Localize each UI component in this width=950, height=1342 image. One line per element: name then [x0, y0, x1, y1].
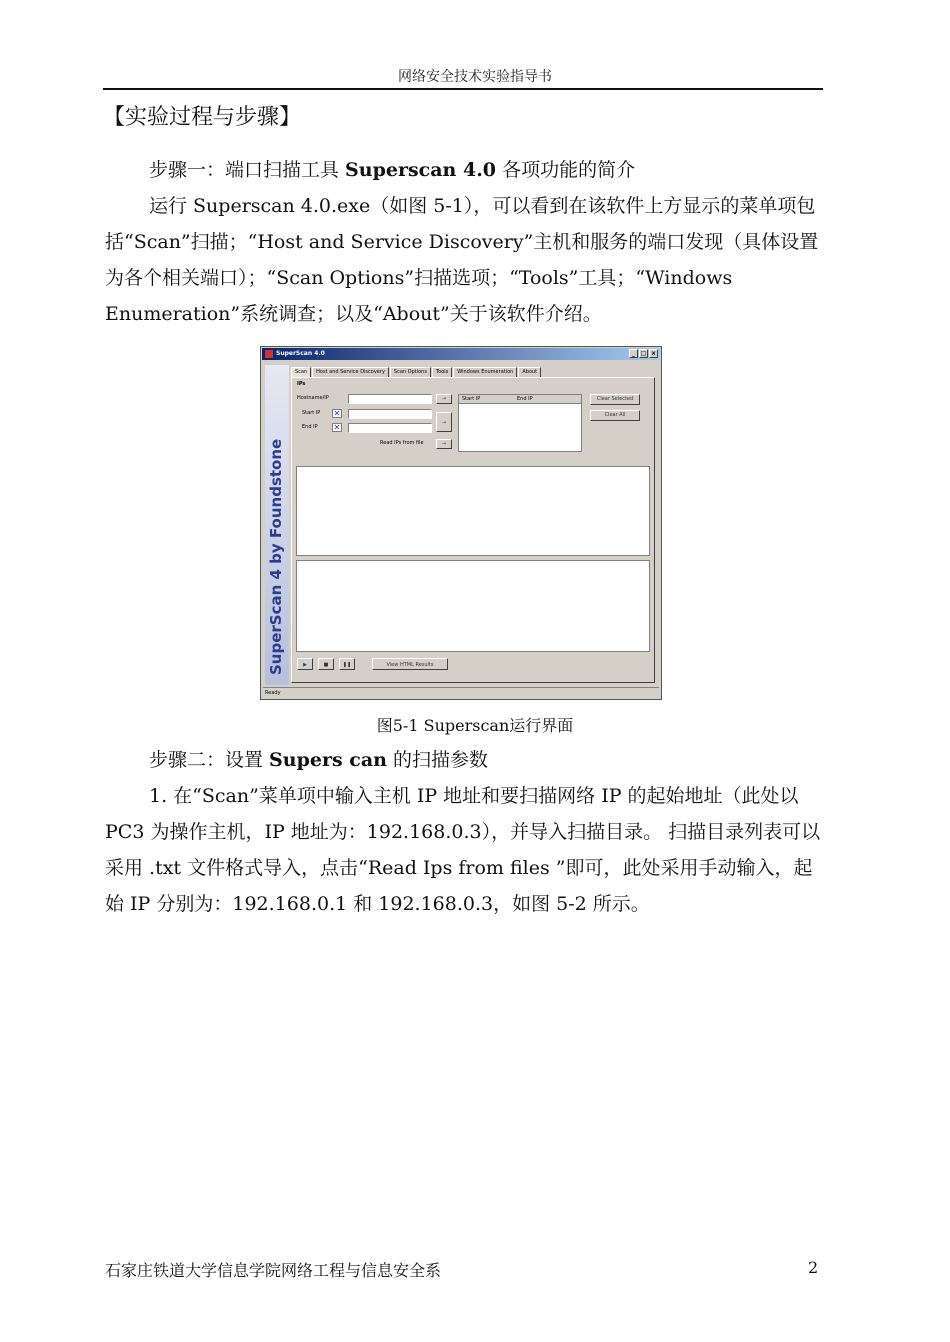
window-controls: [629, 349, 658, 358]
start-scan-button[interactable]: ▶: [297, 658, 313, 670]
window-titlebar: [262, 348, 660, 360]
paragraph-scan-settings: [105, 778, 823, 922]
tab-scan-options[interactable]: Scan Options: [390, 367, 431, 377]
end-ip-input[interactable]: [348, 423, 432, 433]
scan-log-pane[interactable]: [296, 560, 650, 652]
start-ip-input[interactable]: [348, 409, 432, 419]
hostname-label: Hostname/IP: [297, 395, 329, 401]
step-one-heading: [105, 152, 823, 188]
view-html-results-button[interactable]: View HTML Results: [372, 658, 448, 670]
paragraph-menu-text: 运行 Superscan 4.0.exe（如图 5-1），可以看到在该软件上方显示的菜单项包括“Scan”扫描；“Host and Service Discovery”主机和服务的端口发现（具体设置为各个相关端口）；“Scan Options”扫描选项；“Tools”工具；“Windows Enumeration”系统调查；以及“About”关于该软件介绍。: [105, 195, 819, 325]
clear-selected-button[interactable]: Clear Selected: [590, 394, 640, 405]
add-range-button[interactable]: →: [436, 412, 452, 432]
start-ip-label: Start IP: [302, 410, 321, 416]
stop-scan-button[interactable]: ■: [318, 658, 334, 670]
tab-tools[interactable]: Tools: [432, 367, 452, 377]
hostname-input[interactable]: [348, 394, 432, 404]
step-one-tool: Superscan 4.0: [345, 159, 497, 181]
col-start-ip: Start IP: [462, 396, 481, 402]
tab-about[interactable]: About: [518, 367, 541, 377]
step-one-prefix: 步骤一：端口扫描工具: [149, 159, 346, 181]
superscan-window-figure: [260, 346, 662, 700]
read-ips-button[interactable]: →: [436, 439, 452, 449]
paragraph-scan-text: 1. 在“Scan”菜单项中输入主机 IP 地址和要扫描网络 IP 的起始地址（此处以 PC3 为操作主机，IP 地址为：192.168.0.3），并导入扫描目录。 扫描目录列表可以采用 .txt 文件格式导入，点击“Read Ips from files ”即可，此处采用手动输入，起始 IP 分别为：192.168.0.1 和 192.168.0.3，如图 5-2 所示。: [105, 785, 821, 915]
tab-scan[interactable]: Scan: [291, 367, 311, 377]
scan-results-pane[interactable]: [296, 466, 650, 556]
ips-group-label: IPs: [297, 381, 306, 387]
tab-bar: [291, 367, 542, 377]
scan-tab-panel: [291, 377, 655, 683]
ip-range-list[interactable]: [458, 394, 582, 452]
tab-windows-enumeration[interactable]: Windows Enumeration: [453, 367, 517, 377]
col-end-ip: End IP: [517, 396, 533, 402]
close-button[interactable]: ×: [650, 350, 657, 357]
paragraph-menu-description: [105, 188, 823, 332]
footer-department: 石家庄铁道大学信息学院网络工程与信息安全系: [105, 1261, 442, 1280]
running-header: 网络安全技术实验指导书: [398, 69, 552, 85]
step-two-suffix: 的扫描参数: [386, 749, 489, 771]
header-rule: [103, 88, 823, 90]
tab-host-service-discovery[interactable]: Host and Service Discovery: [312, 367, 389, 377]
start-ip-clear-icon[interactable]: ✕: [333, 409, 341, 418]
step-two-heading: [105, 742, 823, 778]
ip-list-header: [459, 395, 581, 404]
figure-caption: 图5-1 Superscan运行界面: [376, 716, 574, 735]
foundstone-banner: [265, 365, 289, 685]
clear-all-button[interactable]: Clear All: [590, 410, 640, 421]
step-one-suffix: 各项功能的简介: [496, 159, 636, 181]
minimize-button[interactable]: _: [629, 349, 638, 358]
banner-text: SuperScan 4 by Foundstone: [267, 438, 285, 675]
page-number: 2: [808, 1258, 819, 1277]
pause-scan-button[interactable]: ❚❚: [339, 658, 355, 670]
window-title: SuperScan 4.0: [276, 350, 325, 357]
section-heading: 【实验过程与步骤】: [103, 105, 302, 130]
add-hostname-button[interactable]: →: [436, 394, 452, 404]
end-ip-clear-icon[interactable]: ✕: [333, 423, 341, 432]
step-two-tool: Supers can: [269, 749, 387, 771]
end-ip-label: End IP: [302, 424, 318, 430]
read-ips-label: Read IPs from file: [380, 440, 424, 446]
maximize-button[interactable]: □: [640, 350, 647, 357]
step-two-prefix: 步骤二：设置: [149, 749, 270, 771]
status-bar: Ready: [263, 687, 659, 697]
app-icon: [265, 350, 273, 358]
